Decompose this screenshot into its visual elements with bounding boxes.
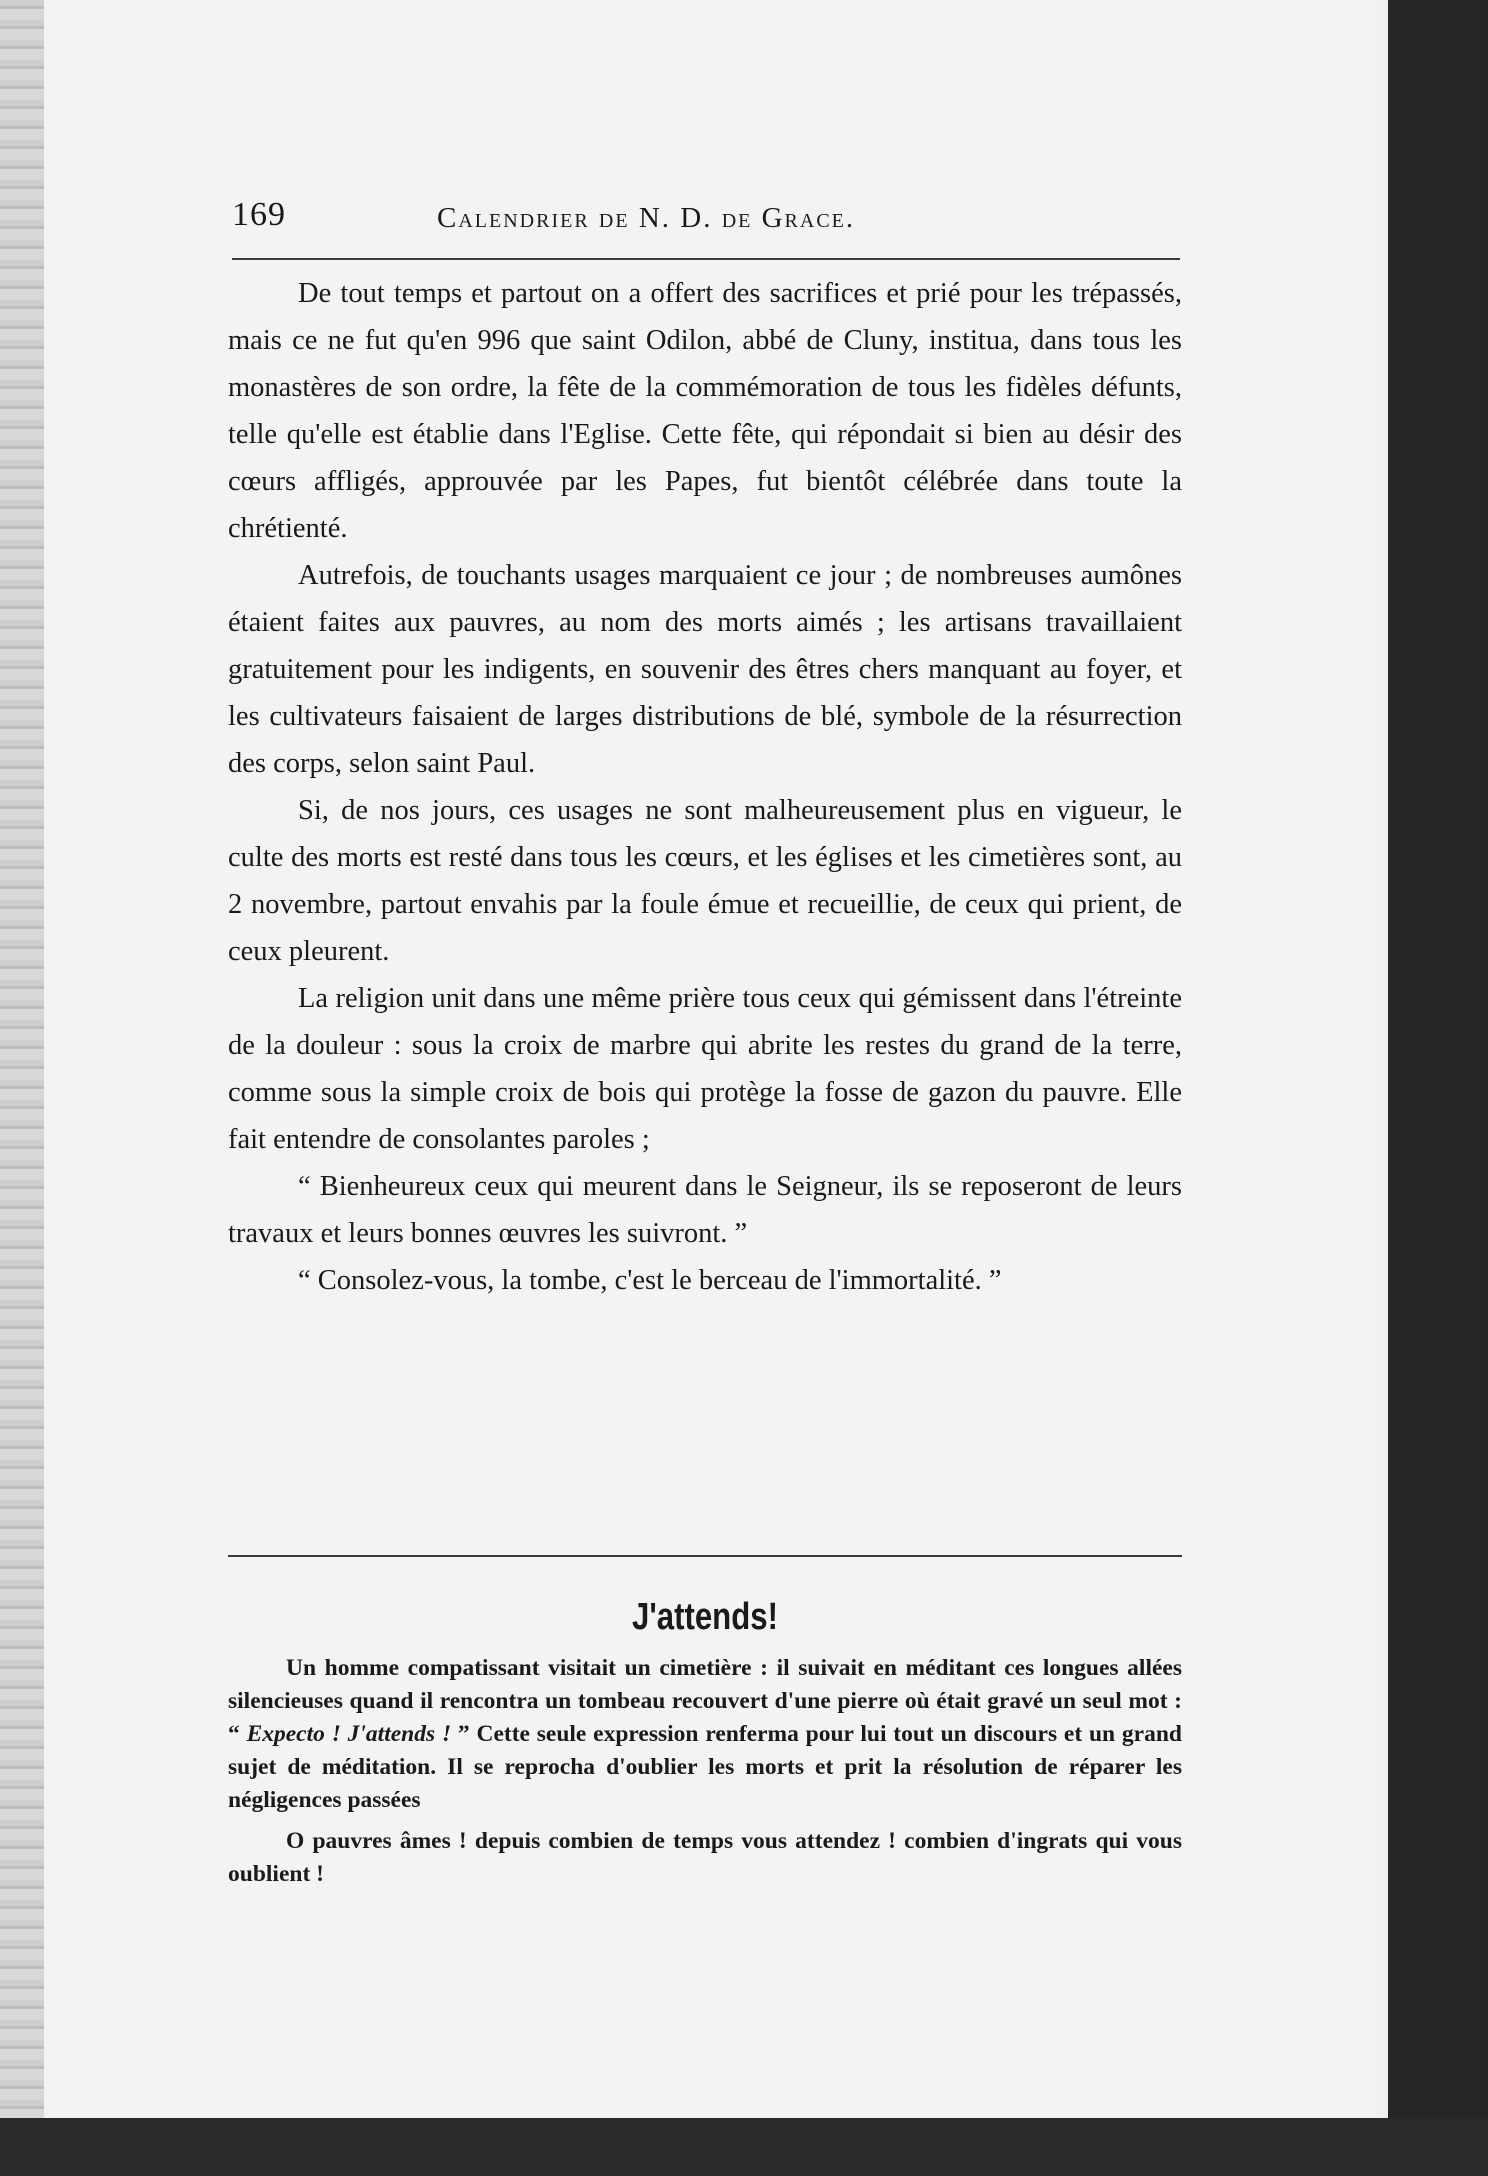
scan-right-edge [1376,0,1488,2176]
header-rule [232,258,1180,260]
section-paragraph [228,1652,1182,1817]
quotation-paragraph: “ Bienheureux ceux qui meurent dans le Seigneur, ils se reposeront de leurs travaux et leurs bonnes œuvres les suivront. ” [228,1171,1182,1249]
section-text [228,1652,1182,1899]
body-text [228,270,1182,1304]
section-paragraph-text: Un homme compatissant visitait un cimetière : il suivait en méditant ces longues allées silencieuses quand il rencontra un tombeau recouvert d'une pierre où était gravé un seul mot : “ [228,1655,1182,1747]
paragraph: Autrefois, de touchants usages marquaient ce jour ; de nombreuses aumônes étaient faites aux pauvres, au nom des morts aimés ; les artisans travaillaient gratuitement pour les indigents, en souvenir des êtres chers manquant au foyer, et les cultivateurs faisaient de larges distributions de blé, symbole de la résurrection des corps, selon saint Paul. [228,560,1182,779]
section-paragraph: O pauvres âmes ! depuis combien de temps vous attendez ! combien d'ingrats qui vous oublient ! [228,1828,1182,1887]
page-header [232,196,1180,246]
section-title: J'attends! [632,1596,778,1638]
paragraph: De tout temps et partout on a offert des sacrifices et prié pour les trépassés, mais ce ne fut qu'en 996 que saint Odilon, abbé de Cluny, institua, dans tous les monastères de son ordre, la fête de la commémoration de tous les fidèles défunts, telle qu'elle est établie dans l'Eglise. Cette fête, qui répondait si bien au désir des cœurs affligés, approuvée par les Papes, fut bientôt célébrée dans toute la chrétienté. [228,278,1182,544]
scan-left-edge [0,0,44,2176]
paragraph: Si, de nos jours, ces usages ne sont malheureusement plus en vigueur, le culte des morts est resté dans tous les cœurs, et les églises et les cimetières sont, au 2 novembre, partout envahis par la foule émue et recueillie, de ceux qui prient, de ceux pleurent. [228,795,1182,967]
page-right-margin-strip [1376,0,1388,2176]
latin-quote: Expecto ! J'attends ! [246,1721,452,1747]
running-title: Calendrier de N. D. de Grace. [437,202,856,234]
paragraph: La religion unit dans une même prière tous ceux qui gémissent dans l'étreinte de la douleur : sous la croix de marbre qui abrite les restes du grand de la terre, comme sous la simple croix de bois qui protège la fosse de gazon du pauvre. Elle fait entendre de consolantes paroles ; [228,983,1182,1155]
quotation-paragraph: “ Consolez-vous, la tombe, c'est le berceau de l'immortalité. ” [298,1265,1002,1296]
section-paragraph-text: ” Cette seule expression renferma pour lui tout un discours et un grand sujet de méditation. Il se reprocha d'oublier les morts et prit la résolution de réparer les négligences passées [228,1721,1182,1813]
scan-bottom-edge [0,2118,1488,2176]
section-divider [228,1555,1182,1557]
page-number: 169 [232,196,286,233]
